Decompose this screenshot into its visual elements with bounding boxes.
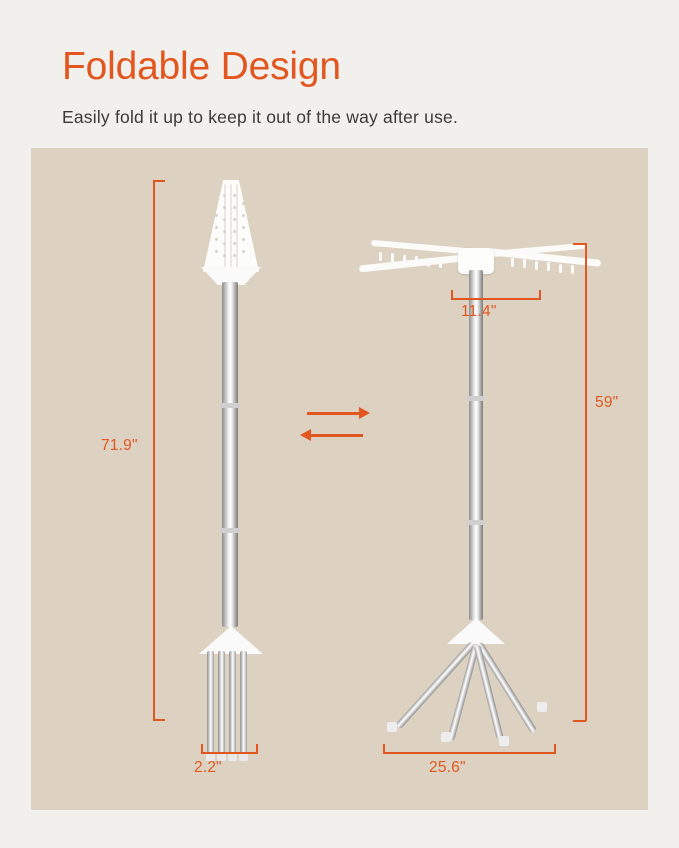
open-leg-foot bbox=[441, 732, 451, 742]
folded-top-dot-grid bbox=[211, 186, 251, 268]
convert-arrows bbox=[307, 400, 369, 450]
open-base-width-tick-right bbox=[554, 744, 556, 754]
folded-base-cone bbox=[199, 626, 263, 654]
open-leg-foot bbox=[537, 702, 547, 712]
folded-height-tick-top bbox=[153, 180, 165, 182]
open-pole-joint bbox=[467, 396, 485, 401]
folded-main-pole bbox=[222, 282, 238, 627]
folded-leg-bundle bbox=[205, 651, 257, 761]
open-height-label: 59" bbox=[595, 394, 619, 411]
open-top-width-line bbox=[451, 298, 541, 300]
open-top-arm bbox=[371, 240, 467, 254]
folded-width-label: 2.2" bbox=[194, 759, 222, 776]
open-height-line bbox=[585, 243, 587, 721]
open-leg-foot bbox=[499, 736, 509, 746]
folded-width-tick-left bbox=[201, 744, 203, 754]
product-photo-panel bbox=[31, 148, 648, 810]
open-top-arm bbox=[359, 255, 464, 273]
page-subtitle: Easily fold it up to keep it out of the way after use. bbox=[62, 107, 459, 127]
open-height-tick-top bbox=[573, 243, 586, 245]
open-leg-foot bbox=[387, 722, 397, 732]
open-drying-rack bbox=[331, 148, 648, 810]
folded-width-line bbox=[201, 752, 257, 754]
folded-drying-rack bbox=[31, 148, 331, 810]
folded-width-tick-right bbox=[256, 744, 258, 754]
open-base-width-label: 25.6" bbox=[429, 759, 466, 776]
open-top-width-tick-right bbox=[539, 290, 541, 300]
open-main-pole bbox=[469, 270, 483, 620]
folded-height-tick-bottom bbox=[153, 719, 165, 721]
open-top-width-tick-left bbox=[451, 290, 453, 300]
open-pole-joint bbox=[467, 520, 485, 525]
folded-pole-joint bbox=[220, 403, 240, 408]
open-base-width-line bbox=[383, 752, 555, 754]
page-title: Foldable Design bbox=[62, 45, 341, 88]
open-base-cone bbox=[447, 618, 505, 644]
folded-height-line bbox=[153, 180, 155, 720]
open-height-tick-bottom bbox=[573, 720, 586, 722]
folded-pole-joint bbox=[220, 528, 240, 533]
folded-height-label: 71.9" bbox=[101, 437, 138, 454]
open-top-width-label: 11.4" bbox=[461, 303, 497, 320]
open-base-width-tick-left bbox=[383, 744, 385, 754]
